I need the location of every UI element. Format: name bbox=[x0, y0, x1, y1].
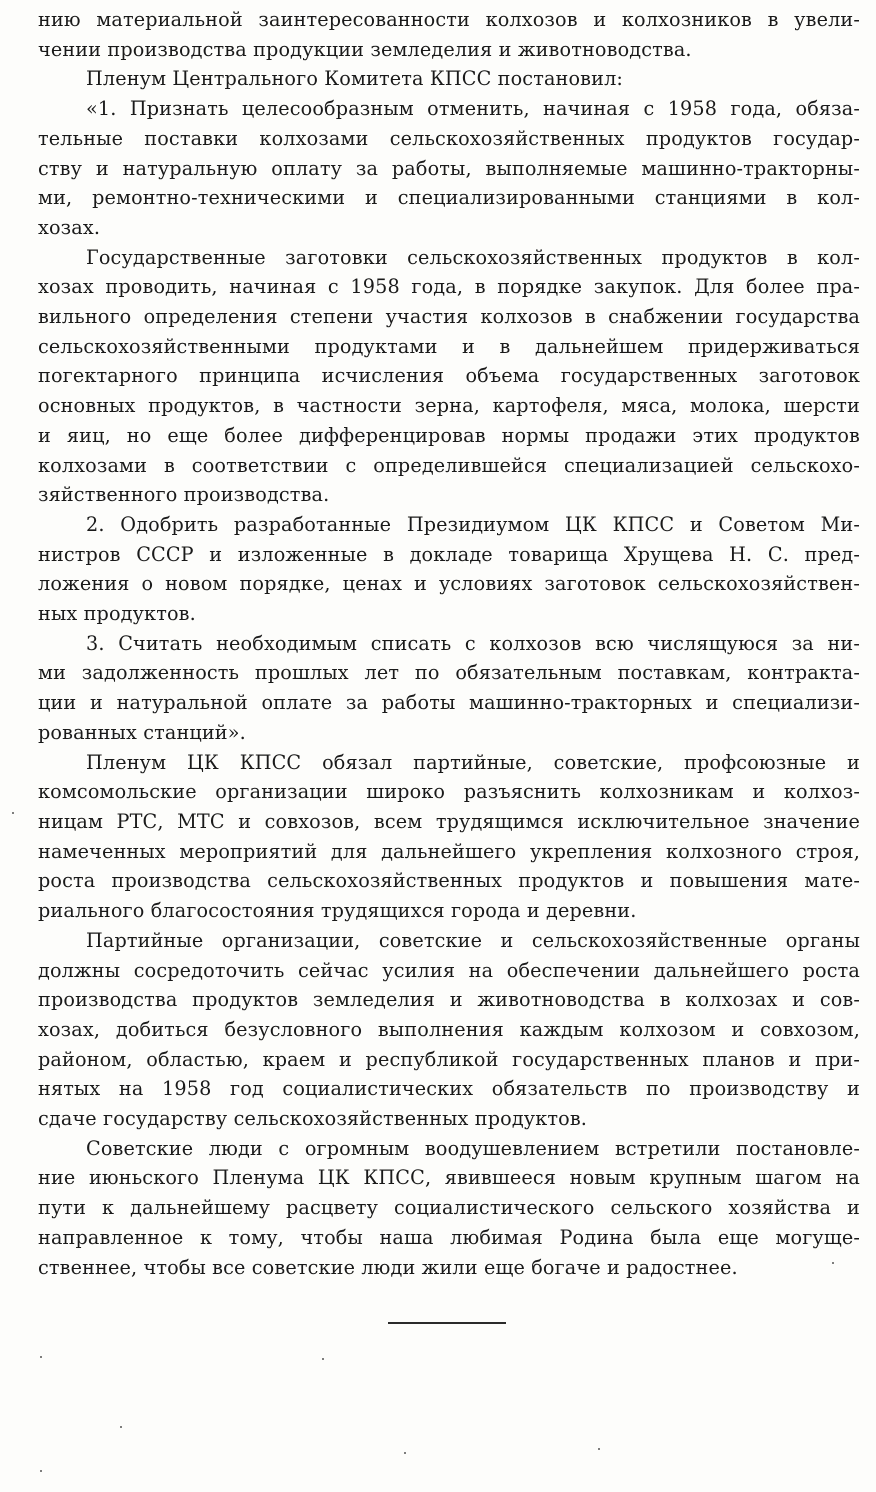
text-line: роста производства сельскохозяйственных продуктов и повышения мате- bbox=[38, 869, 860, 893]
text-line: ми задолженность прошлых лет по обязательным поставкам, контракта- bbox=[38, 661, 860, 685]
text-line: зяйственного производства. bbox=[38, 483, 330, 507]
text-line: сельскохозяйственными продуктами и в дальнейшем придерживаться bbox=[38, 334, 860, 358]
text-line: тельные поставки колхозами сельскохозяйственных продуктов государ- bbox=[38, 126, 860, 150]
text-line: чении производства продукции земледелия и животноводства. bbox=[38, 37, 692, 61]
text-line: ных продуктов. bbox=[38, 602, 196, 626]
text-line: районом, областью, краем и республикой государственных планов и при- bbox=[38, 1047, 860, 1071]
paragraph bbox=[38, 510, 860, 629]
scan-speck bbox=[40, 1356, 42, 1358]
text-line: и яиц, но еще более дифференцировав нормы продажи этих продуктов bbox=[38, 423, 860, 447]
scan-speck bbox=[598, 1448, 600, 1450]
text-line: комсомольские организации широко разъяснить колхозникам и колхоз- bbox=[38, 780, 860, 804]
paragraph bbox=[38, 5, 860, 64]
text-line: колхозами в соответствии с определившейся специализацией сельскохо- bbox=[38, 453, 860, 477]
paragraph bbox=[38, 1134, 860, 1283]
document-body bbox=[38, 5, 860, 1282]
text-line: Государственные заготовки сельскохозяйственных продуктов в кол- bbox=[86, 245, 860, 269]
text-line: пути к дальнейшему расцвету социалистического сельского хозяйства и bbox=[38, 1196, 860, 1220]
text-line: ственнее, чтобы все советские люди жили еще богаче и радостнее. bbox=[38, 1255, 738, 1279]
text-line: Советские люди с огромным воодушевлением встретили постановле- bbox=[86, 1136, 860, 1160]
paragraph bbox=[38, 629, 860, 748]
text-line: Пленум Центрального Комитета КПСС постановил: bbox=[86, 67, 624, 91]
scan-speck bbox=[404, 1452, 406, 1454]
scan-speck bbox=[120, 1426, 122, 1428]
text-line: 3. Считать необходимым списать с колхозов всю числящуюся за ни- bbox=[86, 631, 860, 655]
scan-speck bbox=[322, 1358, 324, 1360]
text-line: нятых на 1958 год социалистических обязательств по производству и bbox=[38, 1077, 860, 1101]
text-line: ницам РТС, МТС и совхозов, всем трудящимся исключительное значение bbox=[38, 809, 860, 833]
text-line: Партийные организации, советские и сельскохозяйственные органы bbox=[86, 928, 860, 952]
scan-speck bbox=[832, 1262, 834, 1264]
paragraph bbox=[38, 748, 860, 926]
text-line: риального благосостояния трудящихся города и деревни. bbox=[38, 899, 637, 923]
text-line: «1. Признать целесообразным отменить, начиная с 1958 года, обяза- bbox=[86, 97, 860, 121]
text-line: нистров СССР и изложенные в докладе товарища Хрущева Н. С. пред- bbox=[38, 542, 860, 566]
text-line: сдаче государству сельскохозяйственных продуктов. bbox=[38, 1107, 588, 1131]
scan-speck bbox=[40, 1470, 42, 1472]
scan-speck bbox=[12, 812, 14, 814]
text-line: ложения о новом порядке, ценах и условиях заготовок сельскохозяйствен- bbox=[38, 572, 860, 596]
text-line: ству и натуральную оплату за работы, выполняемые машинно-тракторны- bbox=[38, 156, 860, 180]
text-line: Пленум ЦК КПСС обязал партийные, советские, профсоюзные и bbox=[86, 750, 860, 774]
text-line: должны сосредоточить сейчас усилия на обеспечении дальнейшего роста bbox=[38, 958, 860, 982]
paragraph bbox=[38, 94, 860, 243]
paragraph bbox=[38, 926, 860, 1134]
paragraph bbox=[38, 64, 860, 94]
text-line: направленное к тому, чтобы наша любимая Родина была еще могуще- bbox=[38, 1225, 860, 1249]
text-line: намеченных мероприятий для дальнейшего укрепления колхозного строя, bbox=[38, 839, 860, 863]
section-divider bbox=[388, 1322, 506, 1324]
text-line: погектарного принципа исчисления объема государственных заготовок bbox=[38, 364, 860, 388]
text-line: производства продуктов земледелия и животноводства в колхозах и сов- bbox=[38, 988, 860, 1012]
paragraph bbox=[38, 243, 860, 510]
text-line: хозах. bbox=[38, 215, 101, 239]
text-line: вильного определения степени участия колхозов в снабжении государства bbox=[38, 305, 860, 329]
text-line: хозах проводить, начиная с 1958 года, в порядке закупок. Для более пра- bbox=[38, 275, 860, 299]
text-line: ции и натуральной оплате за работы машинно-тракторных и специализи- bbox=[38, 691, 860, 715]
text-line: 2. Одобрить разработанные Президиумом ЦК КПСС и Советом Ми- bbox=[86, 512, 860, 536]
text-line: хозах, добиться безусловного выполнения каждым колхозом и совхозом, bbox=[38, 1017, 860, 1041]
text-line: рованных станций». bbox=[38, 720, 246, 744]
text-line: нию материальной заинтересованности колхозов и колхозников в увели- bbox=[38, 8, 860, 31]
text-line: основных продуктов, в частности зерна, картофеля, мяса, молока, шерсти bbox=[38, 394, 860, 418]
text-line: ми, ремонтно-техническими и специализированными станциями в кол- bbox=[38, 186, 860, 210]
text-line: ние июньского Пленума ЦК КПСС, явившееся новым крупным шагом на bbox=[38, 1166, 860, 1190]
